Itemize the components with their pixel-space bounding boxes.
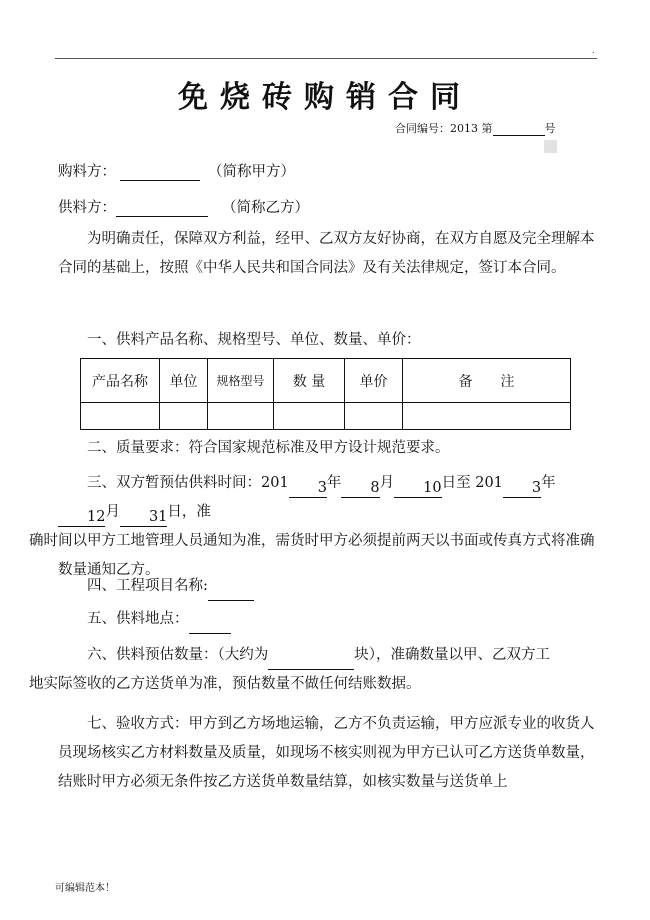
section2: 二、质量要求：符合国家规范标准及甲方设计规范要求。 <box>87 440 450 456</box>
contract-number <box>395 120 556 136</box>
col-product-name: 产品名称 <box>81 359 160 403</box>
month2: 12 <box>58 510 105 527</box>
section1-heading: 一、供料产品名称、规格型号、单位、数量、单价： <box>87 332 421 348</box>
day2: 31 <box>120 510 167 527</box>
buyer-alias: （简称甲方） <box>208 164 295 180</box>
intro-paragraph: 为明确责任，保障双方利益，经甲、乙双方友好协商，在双方自愿及完全理解本合同的基础上，按照《中华人民共和国合同法》及有关法律规定，签订本合同。 <box>58 231 595 276</box>
section4 <box>58 572 598 601</box>
section3-tail: 日，准 <box>167 504 211 520</box>
day1: 10 <box>394 481 441 498</box>
section4-label: 四、工程项目名称: <box>87 578 208 594</box>
section5 <box>58 605 598 634</box>
col-unit: 单位 <box>160 359 208 403</box>
table-header-row <box>81 359 571 403</box>
section3-mid: 日至 201 <box>441 475 503 491</box>
section5-label: 五、供料地点： <box>87 611 189 627</box>
table-cell[interactable] <box>208 403 274 430</box>
month1-unit: 月 <box>379 475 395 491</box>
table-cell[interactable] <box>81 403 160 430</box>
footer-note: 可编辑范本！ <box>55 883 115 894</box>
col-unit-price: 单价 <box>345 359 403 403</box>
supply-location-blank[interactable] <box>189 617 231 634</box>
table-cell[interactable] <box>274 403 345 430</box>
buyer-line <box>58 160 295 181</box>
contract-number-suffix: 号 <box>544 122 556 135</box>
section6 <box>29 641 598 699</box>
section6-prefix: 六、供料预估数量：（大约为 <box>87 647 269 663</box>
year2: 3 <box>503 481 541 498</box>
col-remarks: 备 注 <box>403 359 571 403</box>
table-cell[interactable] <box>403 403 571 430</box>
table-cell[interactable] <box>160 403 208 430</box>
document-title: 免烧砖购销合同 <box>178 80 472 115</box>
section3-prefix: 三、双方暂预估供料时间：201 <box>87 475 289 491</box>
table-cell[interactable] <box>345 403 403 430</box>
supplier-blank[interactable] <box>116 200 208 217</box>
supplier-label: 供料方： <box>58 200 116 216</box>
buyer-blank[interactable] <box>120 164 200 181</box>
supplier-line <box>58 196 309 217</box>
col-spec: 规格型号 <box>208 359 274 403</box>
section7: 七、验收方式：甲方到乙方场地运输，乙方不负责运输，甲方应派专业的收货人员现场核实乙方材料数量及质量，如现场不核实则视为甲方已认可乙方送货单数量，结账时甲方必须无条件按乙方送货单数量结算，如核实数量与送货单上 <box>58 716 595 790</box>
header-dot: . <box>592 46 595 56</box>
header-rule <box>55 58 597 59</box>
product-spec-table <box>80 358 571 430</box>
quantity-blank[interactable] <box>268 653 354 670</box>
stamp-mark <box>544 140 557 153</box>
year2-unit: 年 <box>541 475 556 491</box>
year1: 3 <box>289 481 327 498</box>
contract-number-prefix: 合同编号：2013 第 <box>395 122 493 135</box>
section3 <box>29 469 598 585</box>
buyer-label: 购料方： <box>58 164 116 180</box>
month1: 8 <box>341 481 379 498</box>
table-row <box>81 403 571 430</box>
supplier-alias: （简称乙方） <box>222 200 309 216</box>
contract-number-blank[interactable] <box>493 123 545 136</box>
year1-unit: 年 <box>326 475 342 491</box>
section6-suffix: 块），准确数量以甲、乙双方工 <box>354 647 550 663</box>
col-quantity: 数 量 <box>274 359 345 403</box>
month2-unit: 月 <box>105 504 120 520</box>
section6-rest: 地实际签收的乙方送货单为准，预估数量不做任何结账数据。 <box>29 676 421 692</box>
section3-rest: 确时间以甲方工地管理人员通知为准，需货时甲方必须提前两天以书面或传真方式将准确数量通知乙方。 <box>29 533 595 578</box>
project-name-blank[interactable] <box>208 584 254 601</box>
